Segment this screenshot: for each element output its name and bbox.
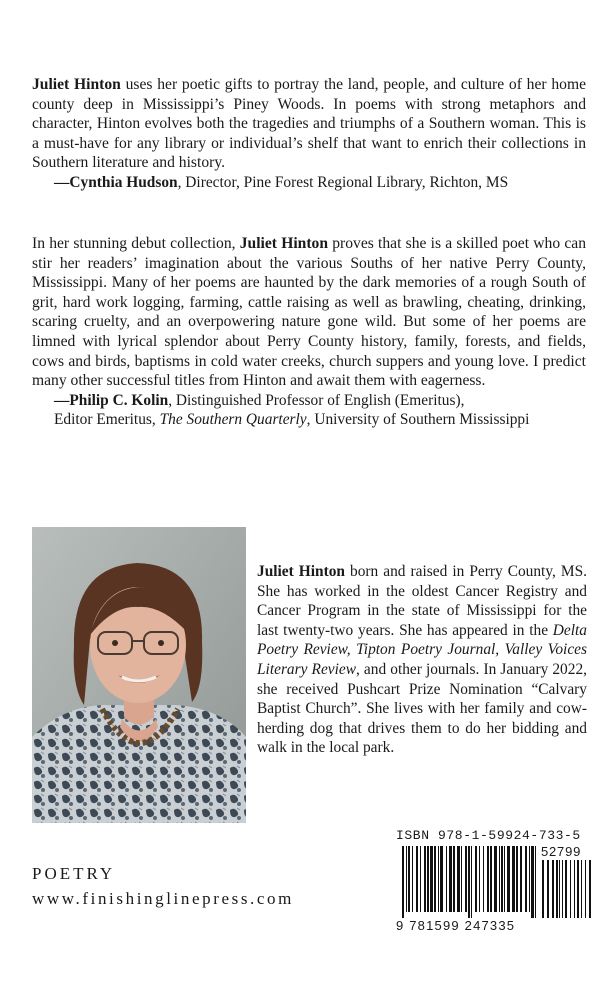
isbn-label: ISBN 978-1-59924-733-5 — [396, 828, 581, 843]
reviewer-title-2: Editor Emeritus, — [54, 411, 160, 429]
reviewer-name: —Philip C. Kolin — [54, 391, 169, 409]
blurb-body: uses her poetic gifts to portray the land, people, and culture of her home county deep in Mississippi’s Piney Woods. In poems with strong metaphors and character, Hinton evolves both the tragedies and triumphs of a Southern woman. This is a must-have for any library or individual’s shelf that want to enrich their collections in Southern literature and history. — [32, 76, 586, 172]
price-addon-number: 52799 — [541, 844, 582, 859]
blurb-body-start: In her stunning debut collection, — [32, 235, 240, 252]
blurb-text — [32, 75, 586, 173]
blurb-hudson — [32, 75, 586, 193]
blurb-attribution — [32, 173, 586, 193]
genre-label: POETRY — [32, 864, 116, 883]
isbn-number: 9 781599 247335 — [396, 918, 516, 933]
author-name: Juliet Hinton — [257, 563, 345, 580]
blurb-kolin — [32, 234, 586, 430]
blurb-body: proves that she is a skilled poet who can stir her readers’ imagination about the various Souths of her native Perry County, Mississippi. Many of her poems are haunted by the dark memories of a rough South of grit, hard work logging, farming, cattle raising as well as brawling, cheating, drinking, scaring cruelty, and an overpowering nature gone wild. But some of her poems are limned with lyrical splendor about Perry County history, family, forests, and fields, cows and birds, baptisms in cold water creeks, church suppers and young love. I predict many other successful titles from Hinton and await them with eagerness. — [32, 235, 586, 390]
author-portrait-image — [32, 527, 246, 823]
bio-text-1: born and raised in Perry County, MS. She has worked in the oldest Cancer Registry and Cancer Program in the state of Mississippi for the last twenty-two years. She has appeared in the — [257, 563, 587, 639]
author-photo — [32, 527, 246, 823]
reviewer-affiliation: , University of Southern Mississippi — [306, 411, 530, 429]
blurb-text — [32, 234, 586, 391]
bio-text-2: , and other journals. In January 2022, she received Pushcart Prize Nomination “Calvary Baptist Church”. She lives with her family and cow-herding dog that drives them to do her bidding and walk in the local park. — [257, 660, 587, 757]
author-name: Juliet Hinton — [239, 235, 329, 252]
blurb-attribution-line2 — [32, 410, 586, 430]
bio-journals: Delta Poetry Review, Tipton Poetry Journal, Valley Voices Literary Review — [257, 621, 587, 678]
author-name: Juliet Hinton — [32, 76, 121, 93]
publisher-website: www.finishinglinepress.com — [32, 889, 294, 908]
blurb-attribution — [32, 391, 586, 411]
reviewer-name: —Cynthia Hudson — [54, 173, 178, 191]
reviewer-title: , Distinguished Professor of English (Emeritus), — [168, 391, 465, 409]
author-bio — [257, 562, 587, 758]
reviewer-title: , Director, Pine Forest Regional Library, Richton, MS — [177, 173, 509, 191]
journal-title: The Southern Quarterly — [159, 411, 307, 429]
